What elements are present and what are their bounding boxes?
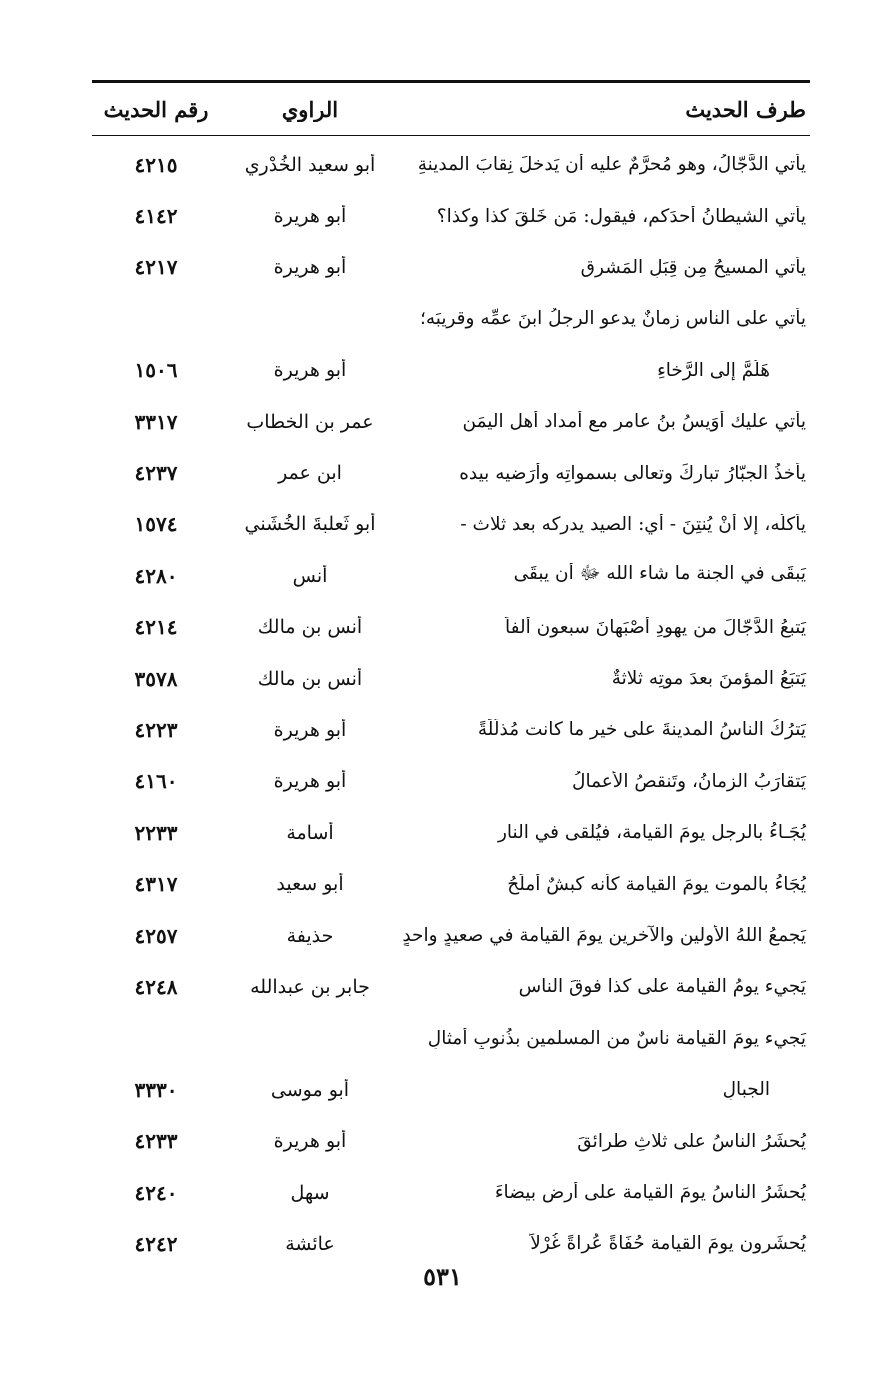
hadith-number: ٣٣١٧ <box>134 409 178 434</box>
table-row <box>92 447 810 498</box>
hadith-number: ٤٢٤٢ <box>134 1231 178 1256</box>
hadith-text: يَجيء يومُ القيامة على كذا فوقَ الناس <box>518 976 806 998</box>
hadith-text: يأتي على الناس زمانٌ يدعو الرجلُ ابنَ عمِّه وقريبَه؛ <box>419 308 806 330</box>
table-row <box>92 550 810 601</box>
table-row <box>92 1064 810 1115</box>
table-row <box>92 345 810 396</box>
table-row <box>92 807 810 858</box>
hadith-text: يُجَـاءُ بالرجل يومَ القيامة، فيُلقى في النار <box>497 822 806 844</box>
hadith-number: ٤٢١٧ <box>134 255 178 280</box>
narrator: أبو سعيد الخُدْري <box>244 153 376 176</box>
narrator: أنس <box>292 564 328 587</box>
hadith-text: يأتي عليك أُوَيسُ بنُ عامرٍ مع أمداد أهل اليمَن <box>462 411 806 433</box>
table-row <box>92 242 810 293</box>
narrator: عمر بن الخطاب <box>246 410 374 433</box>
hadith-text: هَلُمَّ إلى الرَّخاءِ <box>657 359 770 381</box>
table-row <box>92 602 810 653</box>
hadith-text: الجبالِ <box>722 1079 770 1101</box>
hadith-number: ٤٢٤٨ <box>134 974 178 999</box>
narrator: أبو هريرة <box>273 1130 347 1153</box>
hadith-text: يُحشَرُ الناسُ على ثلاثِ طرائقَ <box>577 1130 806 1152</box>
table-row <box>92 499 810 550</box>
narrator: أنس بن مالك <box>257 667 363 690</box>
hadith-number: ٤٢٣٧ <box>134 461 178 486</box>
hadith-text: يَجيء يومَ القيامة ناسٌ من المسلمين بذُنوبٍ أمثالِ <box>427 1027 806 1049</box>
page-number: ٥٣١ <box>423 1262 462 1291</box>
hadith-text: يَترُكُ الناسُ المدينةَ على خيرِ ما كانت مُذلَّلَةً <box>477 719 806 741</box>
hadith-text: يأتي الشيطانُ أحدَكم، فيقول: مَن خَلقَ كذا وكذا؟ <box>436 205 806 227</box>
hadith-text: يَتبَعُ المؤمنَ بعدَ موتِه ثلاثةٌ <box>611 668 806 690</box>
table-row <box>92 910 810 961</box>
hadith-number: ٢٢٣٣ <box>134 820 178 845</box>
hadith-number: ٤١٦٠ <box>134 769 178 794</box>
table-header <box>92 86 810 132</box>
table-row <box>92 190 810 241</box>
narrator: ابن عمر <box>278 462 342 485</box>
hadith-number: ٤١٤٢ <box>134 204 178 229</box>
header-narrator-label: الراوي <box>281 96 339 122</box>
hadith-text: يأتي الدَّجّالُ، وهو مُحرَّمٌ عليه أن يَدخلَ نِقابَ المدينةِ <box>417 154 806 176</box>
hadith-number: ٤٣١٧ <box>134 872 178 897</box>
hadith-number: ١٥٧٤ <box>134 512 178 537</box>
header-text-label: طرف الحديث <box>685 96 806 122</box>
table-row <box>92 1013 810 1064</box>
table-row <box>92 293 810 344</box>
hadith-text: يُحشَرون يومَ القيامة حُفَاةً عُراةً غُرْلاً <box>530 1233 806 1255</box>
narrator: أبو موسى <box>270 1078 350 1101</box>
narrator: حذيفة <box>286 924 334 947</box>
hadith-number: ٣٥٧٨ <box>134 666 178 691</box>
table-row <box>92 704 810 755</box>
hadith-text: يَتقارَبُ الزمانُ، وتَنقصُ الأعمالُ <box>572 770 806 792</box>
hadith-text: يأتي المسيحُ مِن قِبَلِ المَشرقِ <box>580 256 806 278</box>
table-row <box>92 858 810 909</box>
narrator: أسامة <box>286 821 334 844</box>
header-rule <box>92 135 810 136</box>
narrator: أبو هريرة <box>273 359 347 382</box>
hadith-text: يُجَاءُ بالموت يومَ القيامة كأنه كبشٌ أملَحُ <box>507 873 806 895</box>
hadith-number: ٤٢٨٠ <box>134 563 178 588</box>
narrator: أبو سعيد <box>276 873 344 896</box>
table-row <box>92 653 810 704</box>
hadith-text: يأخذُ الجبّارُ تباركَ وتعالى بسمواتِه وأرَضيه بيده <box>459 462 806 484</box>
narrator: أبو هريرة <box>273 718 347 741</box>
table-row <box>92 1167 810 1218</box>
hadith-text: يُحشَرُ الناسُ يومَ القيامة على أرضٍ بيضاءَ <box>494 1182 806 1203</box>
hadith-index-table <box>92 139 810 1270</box>
hadith-number: ٤٢٥٧ <box>134 923 178 948</box>
hadith-number: ٤٢٣٣ <box>134 1129 178 1154</box>
hadith-number: ٤٢١٤ <box>134 615 178 640</box>
table-row <box>92 396 810 447</box>
hadith-number: ٤٢١٥ <box>134 152 178 177</box>
narrator: أبو هريرة <box>273 205 347 228</box>
narrator: عائشة <box>285 1232 335 1255</box>
hadith-number: ٤٢٤٠ <box>134 1180 178 1205</box>
table-row <box>92 961 810 1012</box>
narrator: جابر بن عبدالله <box>250 975 370 998</box>
hadith-number: ١٥٠٦ <box>134 358 178 383</box>
table-row <box>92 139 810 190</box>
hadith-number: ٤٢٢٣ <box>134 717 178 742</box>
table-row <box>92 1115 810 1166</box>
hadith-text: يَبقَى في الجنة ما شاء الله ﷻ أن يبقَى <box>513 562 806 584</box>
narrator: سهل <box>290 1181 330 1204</box>
hadith-text: يَتبعُ الدَّجّالَ من يهودِ أَصْبَهانَ سبعون ألفاً <box>504 616 806 638</box>
narrator: أنس بن مالك <box>257 616 363 639</box>
hadith-text: يَجمعُ اللهُ الأولين والآخرين يومَ القيامة في صعيدٍ واحدٍ <box>402 925 806 947</box>
hadith-number: ٣٣٣٠ <box>134 1077 178 1102</box>
top-rule <box>92 80 810 83</box>
narrator: أبو هريرة <box>273 256 347 279</box>
narrator: أبو هريرة <box>273 770 347 793</box>
narrator: أبو ثَعلبةَ الخُشَني <box>244 513 376 536</box>
hadith-text: يأكلُه، إلا أنْ يُنتِنَ - أي: الصيد يدركه بعد ثلاث - <box>460 513 806 535</box>
table-row <box>92 756 810 807</box>
header-number-label: رقم الحديث <box>103 96 209 122</box>
